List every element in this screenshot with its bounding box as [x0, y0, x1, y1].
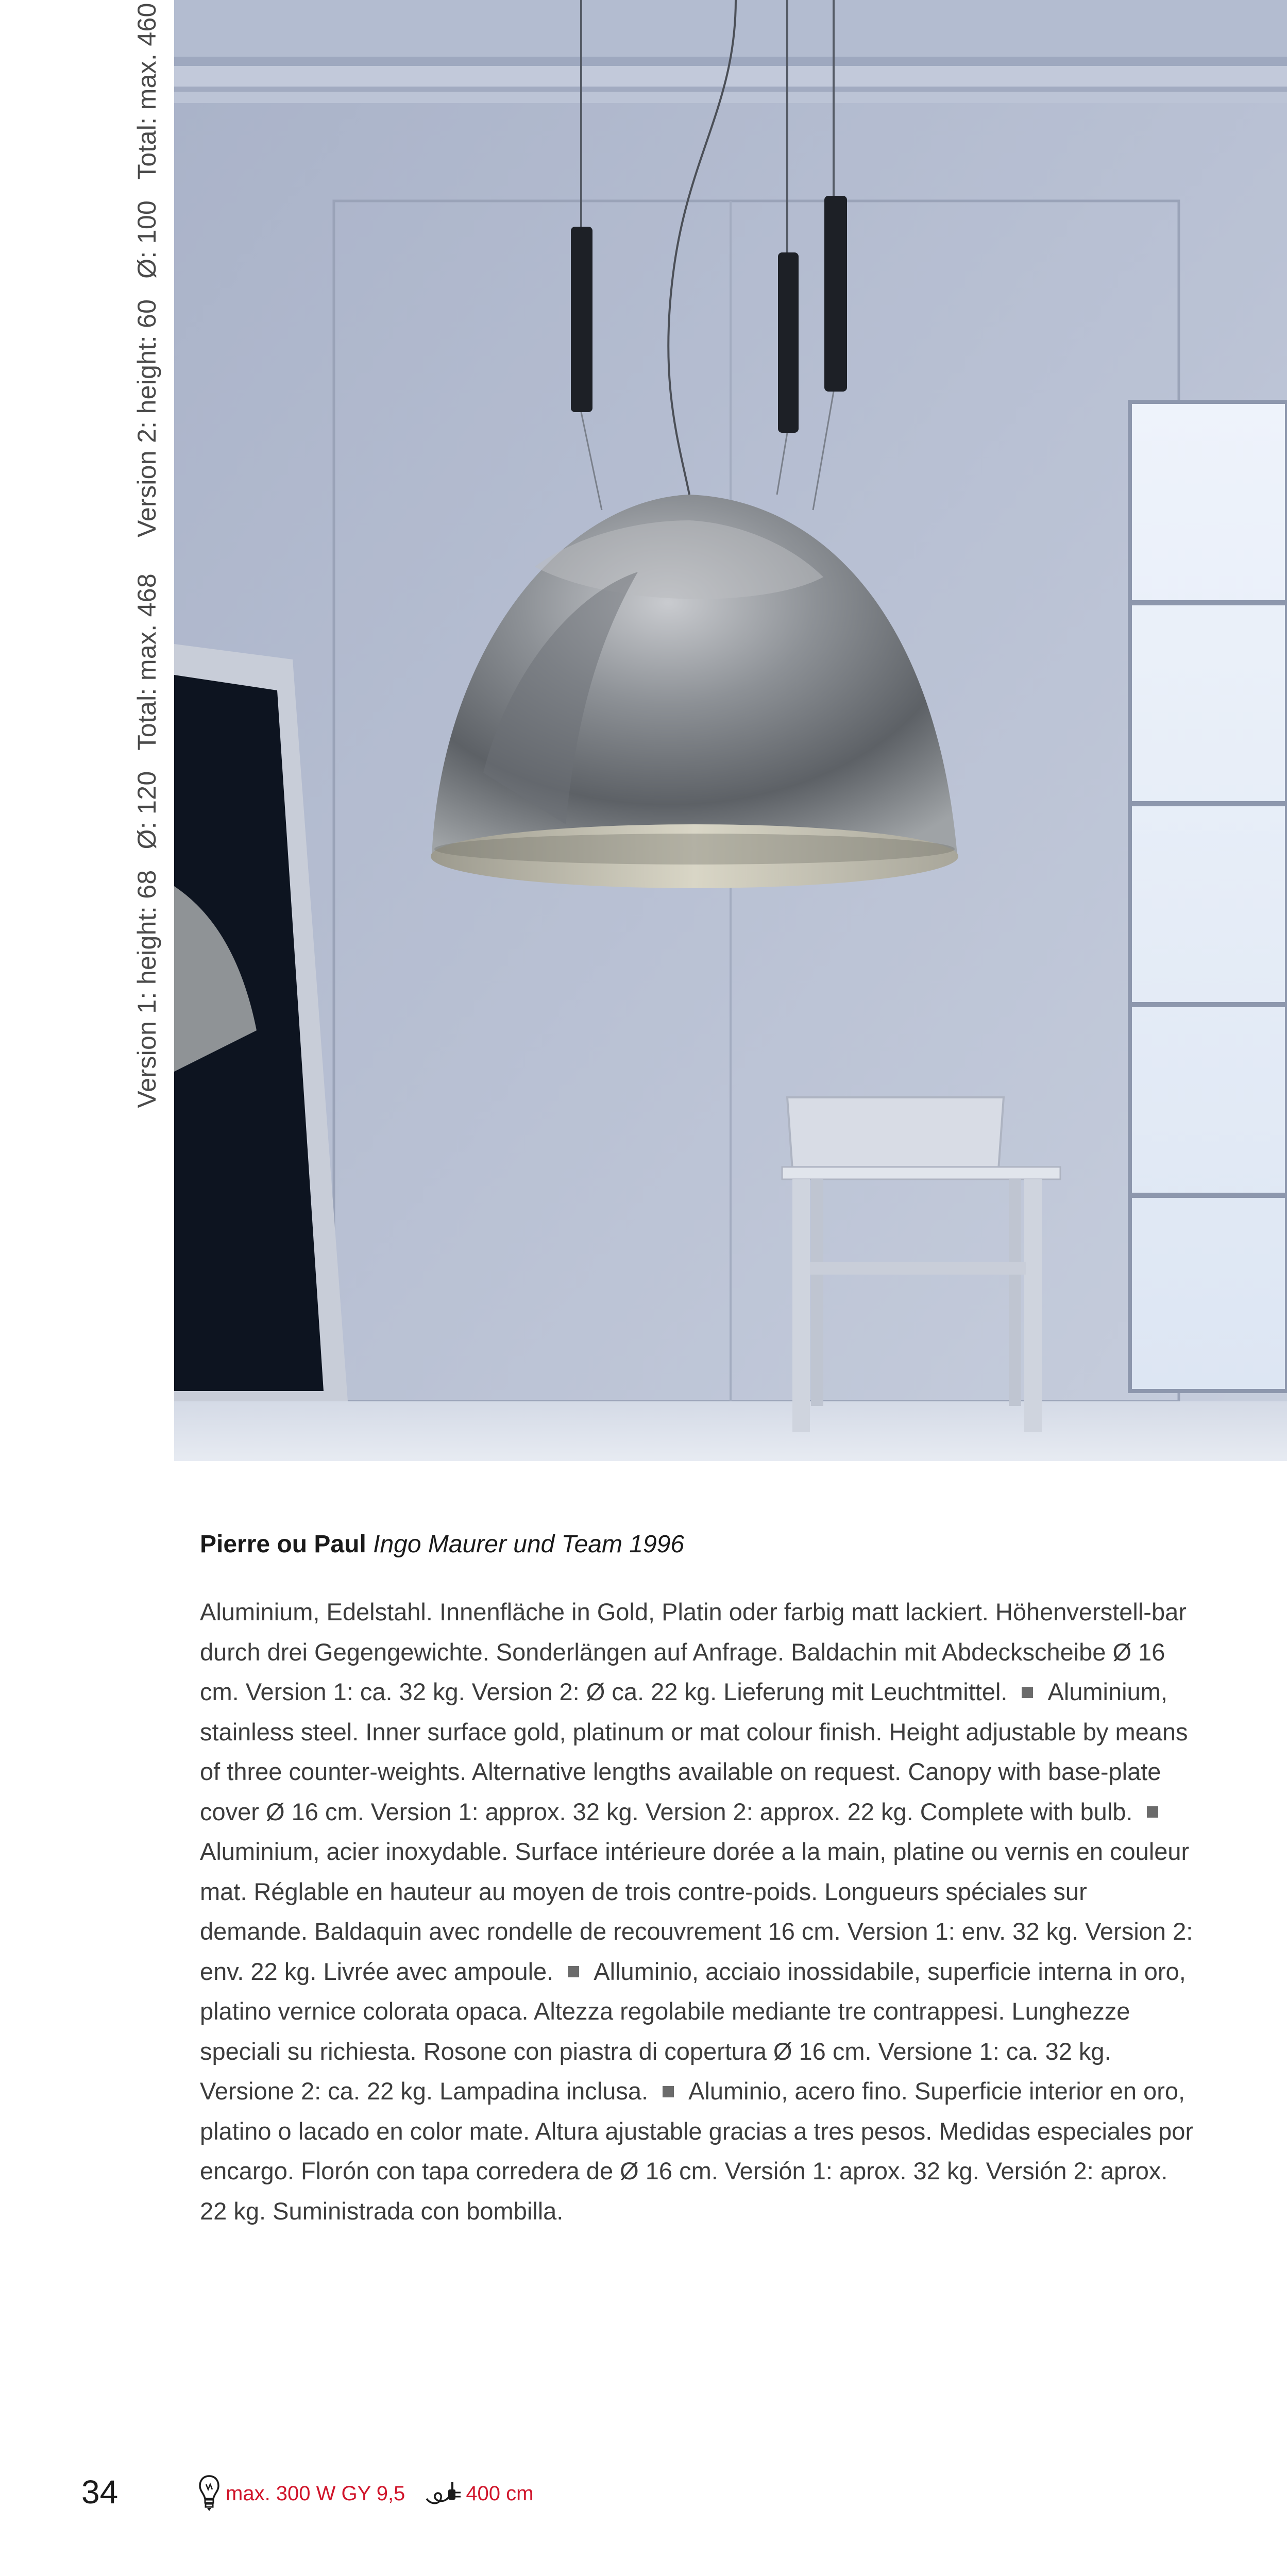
language-separator	[568, 1966, 579, 1977]
version2-diameter: Ø: 100	[132, 200, 161, 279]
product-heading	[200, 1529, 684, 1560]
language-separator	[1147, 1806, 1158, 1818]
side-specifications-text	[132, 3, 162, 1108]
version2-height: Version 2: height: 60	[132, 299, 161, 537]
version1-diameter: Ø: 120	[132, 771, 161, 850]
footer-specs	[198, 2473, 533, 2514]
product-description	[200, 1592, 1194, 2231]
version2-total: Total: max. 460	[132, 3, 161, 180]
cable-spec: 400 cm	[466, 2482, 534, 2505]
bulb-spec: max. 300 W GY 9,5	[226, 2482, 405, 2505]
language-separator	[1022, 1687, 1033, 1698]
description-italian: Alluminio, acciaio inossidabile, superficie interna in oro, platino vernice colorata opaca. Altezza regolabile mediante tre contrappesi. Lunghezze speciali su richiesta. Rosone con piastra di copertura Ø 16 cm. Versione 1: ca. 32 kg. Versione 2: ca. 22 kg. Lampadina inclusa.	[200, 1957, 1186, 2105]
version1-total: Total: max. 468	[132, 573, 161, 751]
version1-height: Version 1: height: 68	[132, 870, 161, 1108]
page-number: 34	[81, 2473, 118, 2511]
light-bulb-icon	[198, 2474, 221, 2513]
description-french: Aluminium, acier inoxydable. Surface intérieure dorée a la main, platine ou vernis en couleur mat. Réglable en hauteur au moyen de trois contre-poids. Longueurs spéciales sur demande. Baldaquin avec rondelle de recouvrement 16 cm. Version 1: env. 32 kg. Version 2: env. 22 kg. Livrée avec ampoule.	[200, 1838, 1193, 1985]
language-separator	[663, 2086, 674, 2097]
cable-length-icon	[425, 2478, 463, 2509]
description-english: Aluminium, stainless steel. Inner surface gold, platinum or mat colour finish. Height adjustable by means of three counter-weights. Alternative lengths available on request. Canopy with base-plate cover Ø 16 cm. Version 1: approx. 32 kg. Version 2: approx. 22 kg. Complete with bulb.	[200, 1678, 1188, 1825]
description-spanish: Aluminio, acero fino. Superficie interior en oro, platino o lacado en color mate. Altura ajustable gracias a tres pesos. Medidas especiales por encargo. Florón con tapa corredera de Ø 16 cm. Versión 1: aprox. 32 kg. Versión 2: aprox. 22 kg. Suministrada con bombilla.	[200, 2077, 1194, 2225]
product-photo	[174, 0, 1287, 1461]
description-german: Aluminium, Edelstahl. Innenfläche in Gold, Platin oder farbig matt lackiert. Höhenverstell-bar durch drei Gegengewichte. Sonderlängen auf Anfrage. Baldachin mit Abdeckscheibe Ø 16 cm. Version 1: ca. 32 kg. Version 2: Ø ca. 22 kg. Lieferung mit Leuchtmittel.	[200, 1598, 1187, 1705]
product-name: Pierre ou Paul	[200, 1531, 366, 1558]
product-designer: Ingo Maurer und Team 1996	[373, 1531, 685, 1558]
